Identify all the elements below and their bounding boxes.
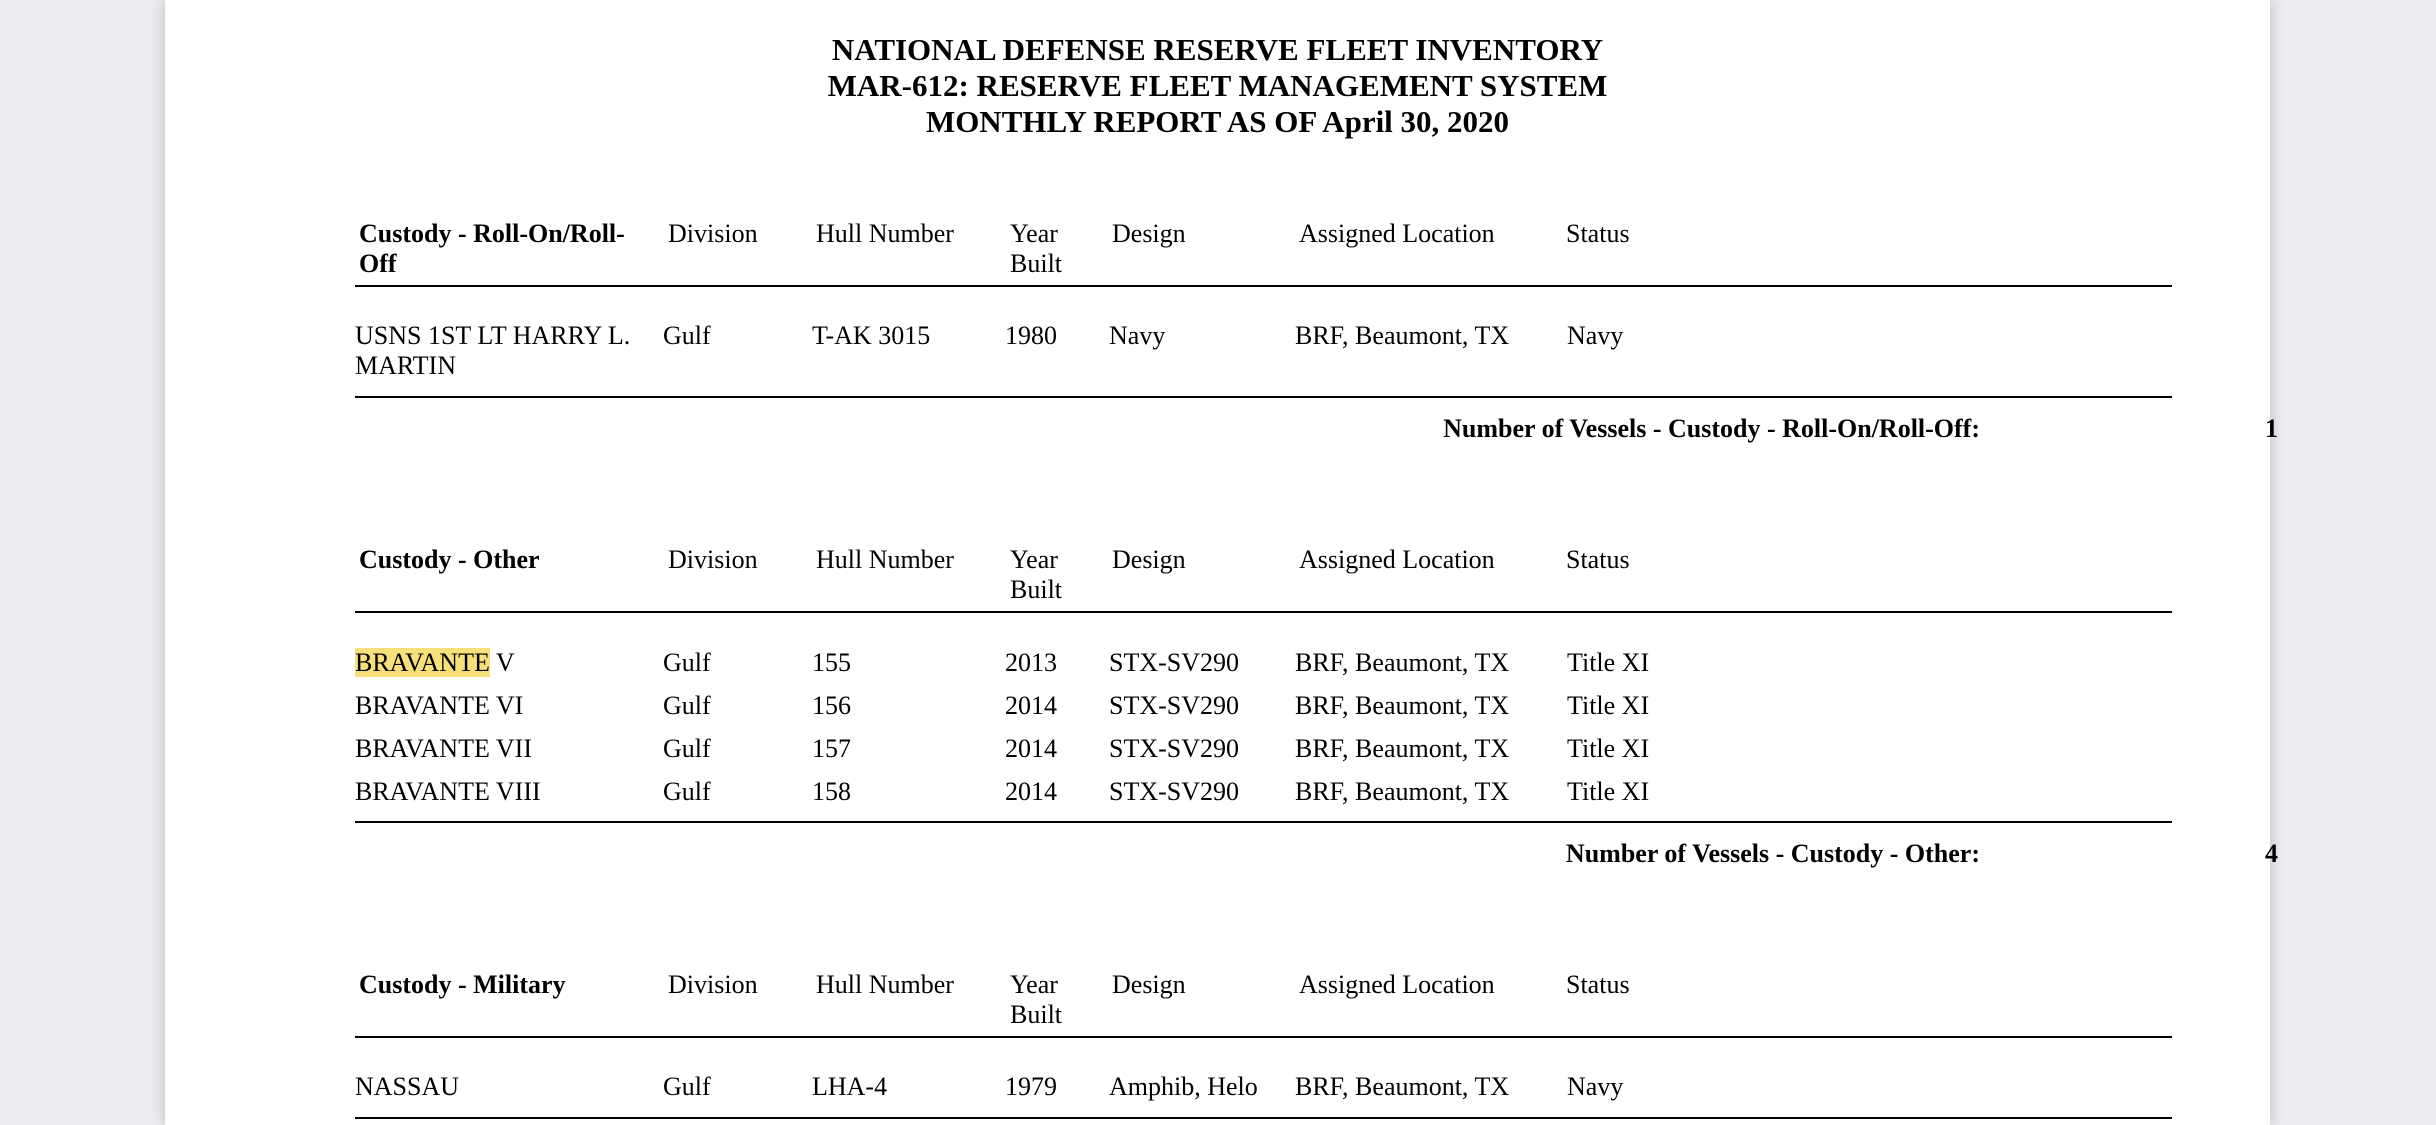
custody-header: Custody - Other [359, 545, 540, 574]
vessel-hull-number: T-AK 3015 [812, 321, 931, 350]
col-header-year-built: Year Built [1010, 545, 1063, 604]
custody-header: Custody - Roll-On/Roll-Off [359, 219, 625, 278]
vessel-division: Gulf [663, 691, 711, 720]
col-header-status: Status [1566, 219, 1630, 248]
col-header-status: Status [1566, 545, 1630, 574]
vessel-hull-number: 157 [812, 734, 851, 763]
col-header-design: Design [1112, 970, 1186, 999]
vessel-design: Navy [1109, 321, 1166, 350]
col-header-assigned-location: Assigned Location [1299, 970, 1495, 999]
vessel-division: Gulf [663, 321, 711, 350]
section-end-divider [355, 396, 2172, 398]
title-line-1: NATIONAL DEFENSE RESERVE FLEET INVENTORY [831, 32, 1604, 67]
search-highlight: BRAVANTE [355, 648, 490, 677]
header-divider [355, 1036, 2172, 1038]
document-page [165, 0, 2278, 1125]
section-end-divider [355, 1117, 2172, 1119]
vessel-design: STX-SV290 [1109, 648, 1240, 677]
vessel-status: Title XI [1567, 691, 1650, 720]
vessel-hull-number: 155 [812, 648, 851, 677]
vessel-division: Gulf [663, 777, 711, 806]
vessel-count-label: Number of Vessels - Custody - Roll-On/Roll-Off: [1443, 414, 1980, 443]
vessel-design: STX-SV290 [1109, 734, 1240, 763]
vessel-location: BRF, Beaumont, TX [1295, 777, 1510, 806]
vessel-status: Navy [1567, 321, 1624, 350]
vessel-design: Amphib, Helo [1109, 1072, 1258, 1101]
vessel-location: BRF, Beaumont, TX [1295, 691, 1510, 720]
vessel-status: Title XI [1567, 648, 1650, 677]
vessel-status: Title XI [1567, 734, 1650, 763]
vessel-design: STX-SV290 [1109, 691, 1240, 720]
vessel-name: BRAVANTE VIII [355, 777, 541, 806]
col-header-hull-number: Hull Number [816, 545, 954, 574]
vessel-name: BRAVANTE VI [355, 691, 524, 720]
vessel-division: Gulf [663, 648, 711, 677]
vessel-name-suffix: V [489, 648, 515, 677]
vessel-name: BRAVANTE VII [355, 734, 532, 763]
col-header-division: Division [668, 970, 758, 999]
section-end-divider [355, 821, 2172, 823]
vessel-name: NASSAU [355, 1072, 460, 1101]
col-header-hull-number: Hull Number [816, 219, 954, 248]
report-title [165, 32, 2270, 140]
vessel-design: STX-SV290 [1109, 777, 1240, 806]
custody-header: Custody - Military [359, 970, 566, 999]
header-divider [355, 611, 2172, 613]
vessel-hull-number: LHA-4 [812, 1072, 888, 1101]
col-header-assigned-location: Assigned Location [1299, 545, 1495, 574]
vessel-year-built: 2014 [1005, 691, 1057, 720]
vessel-division: Gulf [663, 1072, 711, 1101]
col-header-division: Division [668, 545, 758, 574]
vessel-hull-number: 158 [812, 777, 851, 806]
col-header-year-built: Year Built [1010, 219, 1063, 278]
vessel-year-built: 2013 [1005, 648, 1057, 677]
col-header-assigned-location: Assigned Location [1299, 219, 1495, 248]
vessel-location: BRF, Beaumont, TX [1295, 321, 1510, 350]
title-line-2: MAR-612: RESERVE FLEET MANAGEMENT SYSTEM [827, 68, 1608, 103]
vessel-hull-number: 156 [812, 691, 851, 720]
vessel-location: BRF, Beaumont, TX [1295, 648, 1510, 677]
vessel-year-built: 2014 [1005, 777, 1057, 806]
vessel-location: BRF, Beaumont, TX [1295, 1072, 1510, 1101]
col-header-hull-number: Hull Number [816, 970, 954, 999]
vessel-location: BRF, Beaumont, TX [1295, 734, 1510, 763]
col-header-status: Status [1566, 970, 1630, 999]
header-divider [355, 285, 2172, 287]
col-header-design: Design [1112, 219, 1186, 248]
vessel-year-built: 1980 [1005, 321, 1057, 350]
vessel-year-built: 2014 [1005, 734, 1057, 763]
vessel-status: Navy [1567, 1072, 1624, 1101]
vessel-status: Title XI [1567, 777, 1650, 806]
vessel-count-value: 1 [2265, 414, 2278, 443]
col-header-division: Division [668, 219, 758, 248]
vessel-name: USNS 1ST LT HARRY L. MARTIN [355, 321, 631, 380]
col-header-year-built: Year Built [1010, 970, 1063, 1029]
title-line-3: MONTHLY REPORT AS OF April 30, 2020 [925, 104, 1510, 139]
vessel-name [355, 648, 515, 678]
vessel-year-built: 1979 [1005, 1072, 1057, 1101]
vessel-count-value: 4 [2265, 839, 2278, 868]
col-header-design: Design [1112, 545, 1186, 574]
vessel-division: Gulf [663, 734, 711, 763]
vessel-count-label: Number of Vessels - Custody - Other: [1565, 839, 1980, 868]
